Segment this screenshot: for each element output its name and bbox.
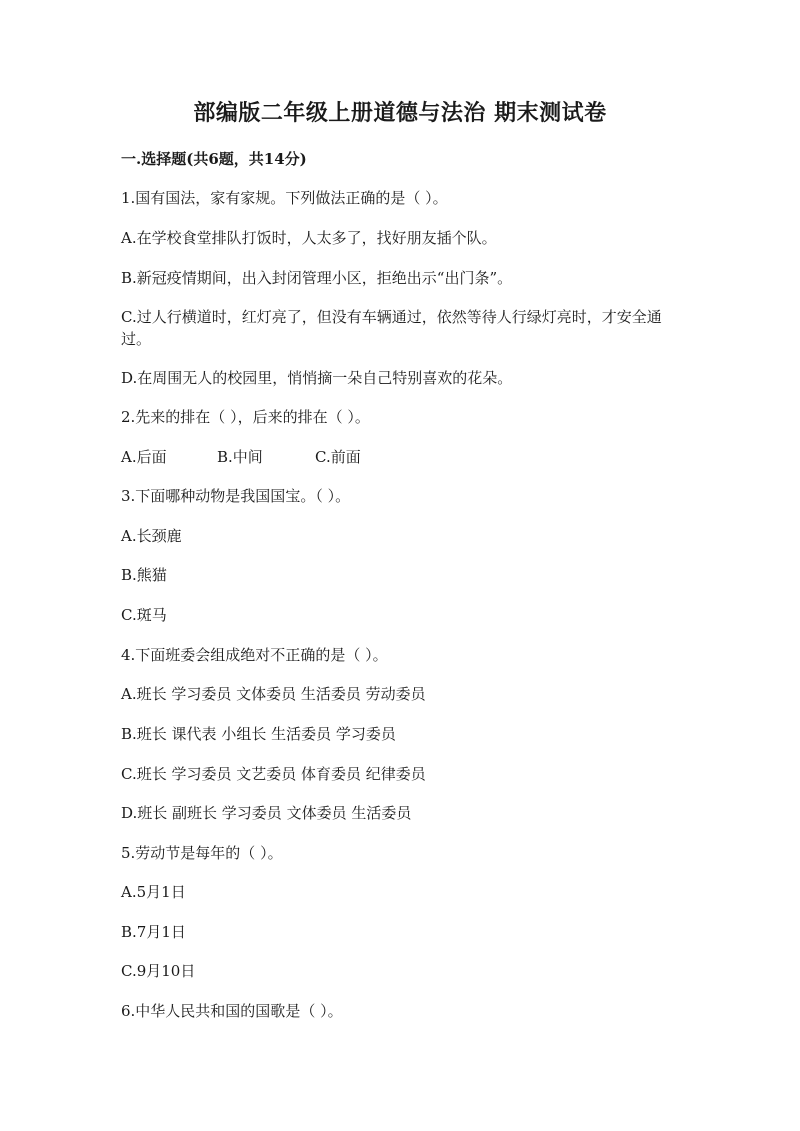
question-6-stem: 6.中华人民共和国的国歌是（ ）。 [121,1002,343,1020]
question-4-option-c: C.班长 学习委员 文艺委员 体育委员 纪律委员 [121,765,426,783]
question-3-option-b: B.熊猫 [121,566,167,584]
question-4-option-a: A.班长 学习委员 文体委员 生活委员 劳动委员 [121,685,426,703]
section-heading: 一.选择题(共6题，共14分) [121,150,307,168]
question-3-option-a: A.长颈鹿 [121,527,182,545]
question-4-stem: 4.下面班委会组成绝对不正确的是（ ）。 [121,646,388,664]
question-1-option-c: C.过人行横道时，红灯亮了，但没有车辆通过，依然等待人行绿灯亮时，才安全通过。 [121,308,662,348]
question-5-option-b: B.7月1日 [121,923,186,941]
question-5-option-a: A.5月1日 [121,883,186,901]
question-2-option-c: C.前面 [315,448,361,466]
page-title: 部编版二年级上册道德与法治 期末测试卷 [193,100,607,126]
question-4-option-b: B.班长 课代表 小组长 生活委员 学习委员 [121,725,396,743]
question-2-options [121,446,361,468]
question-2-option-a: A.后面 [121,448,167,466]
question-4-option-d: D.班长 副班长 学习委员 文体委员 生活委员 [121,804,412,822]
question-2-stem: 2.先来的排在（ ），后来的排在（ ）。 [121,408,370,426]
question-3-option-c: C.斑马 [121,606,167,624]
question-1-stem: 1.国有国法，家有家规。下列做法正确的是（ ）。 [121,189,448,207]
question-3-stem: 3.下面哪种动物是我国国宝。（ ）。 [121,487,351,505]
question-1-option-d: D.在周围无人的校园里，悄悄摘一朵自己特别喜欢的花朵。 [121,369,513,387]
question-1-option-b: B.新冠疫情期间，出入封闭管理小区，拒绝出示“出门条”。 [121,269,513,287]
question-5-stem: 5.劳动节是每年的（ ）。 [121,844,283,862]
question-2-option-b: B.中间 [217,448,263,466]
question-1-option-a: A.在学校食堂排队打饭时，人太多了，找好朋友插个队。 [121,229,497,247]
question-5-option-c: C.9月10日 [121,962,196,980]
